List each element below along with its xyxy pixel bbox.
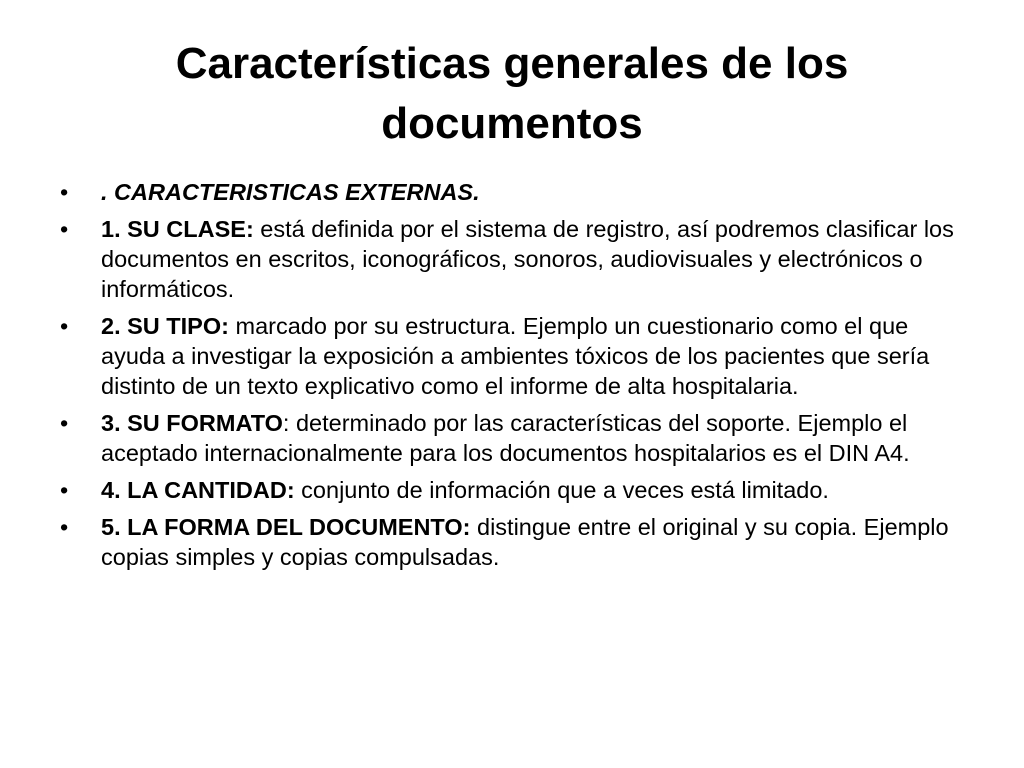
list-item-forma (60, 512, 970, 572)
item-text: marcado por su estructura. Ejemplo un cuestionario como el que ayuda a investigar la exposición a ambientes tóxicos de los pacientes que sería distinto de un texto explicativo como el informe de alta hospitalaria. (101, 313, 930, 399)
bullet-list (60, 177, 970, 579)
item-lead: . CARACTERISTICAS EXTERNAS. (101, 179, 480, 205)
item-text: está definida por el sistema de registro, así podremos clasificar los documentos en escritos, iconográficos, sonoros, audiovisuales y electrónicos o informáticos. (101, 216, 954, 302)
list-item-tipo (60, 311, 970, 401)
list-item-cantidad (60, 475, 970, 505)
slide-title: Características generales de los documentos (175, 39, 849, 148)
item-lead: 1. SU CLASE: (101, 216, 254, 242)
item-text: conjunto de información que a veces está limitado. (294, 477, 829, 503)
item-lead: 2. SU TIPO: (101, 313, 229, 339)
list-item-formato (60, 408, 970, 468)
bullet-icon: • (60, 477, 69, 503)
item-lead: 5. LA FORMA DEL DOCUMENTO: (101, 514, 471, 540)
list-item-external-characteristics (60, 177, 970, 207)
bullet-icon: • (60, 313, 69, 339)
item-lead: 4. LA CANTIDAD: (101, 477, 295, 503)
item-text: : determinado por las características del soporte. Ejemplo el aceptado internacionalmente para los documentos hospitalarios es el DIN A4. (101, 410, 910, 466)
bullet-icon: • (60, 216, 69, 242)
item-text: distingue entre el original y su copia. Ejemplo copias simples y copias compulsadas. (101, 514, 949, 570)
list-item-clase (60, 214, 970, 304)
item-lead: 3. SU FORMATO (101, 410, 283, 436)
bullet-icon: • (60, 410, 69, 436)
bullet-icon: • (60, 514, 69, 540)
bullet-icon: • (60, 179, 69, 205)
